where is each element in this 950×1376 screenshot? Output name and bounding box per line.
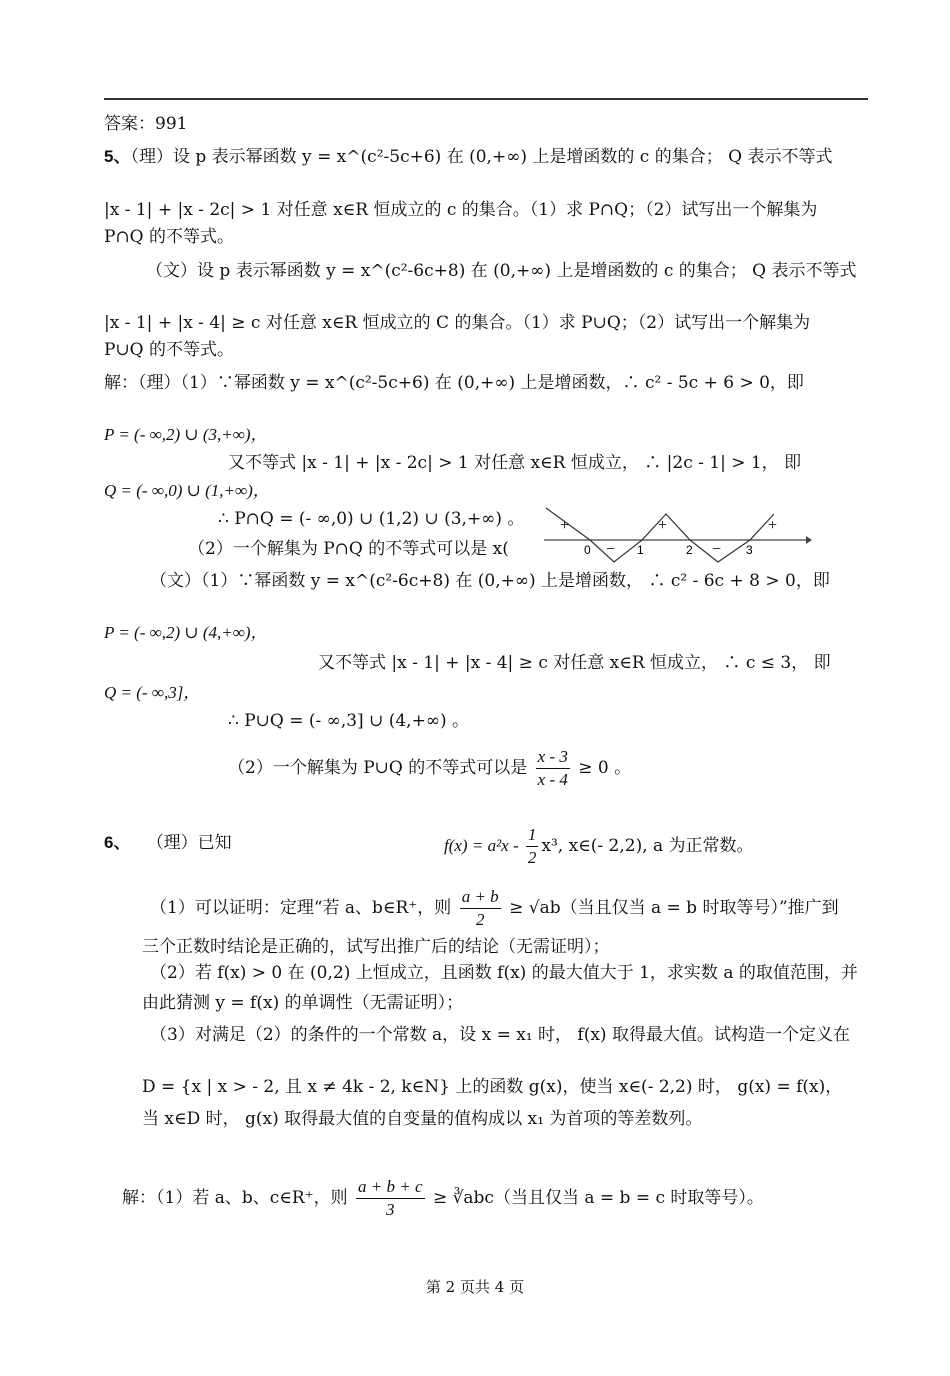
q6-part2-line1: （2）若 f(x) > 0 在 (0,2) 上恒成立，且函数 f(x) 的最大值大于 1，求实数 a 的取值范围，并 bbox=[150, 963, 858, 983]
q5-statement-wen-line2: |x - 1| + |x - 4| ≥ c 对任意 x∈R 恒成立的 C 的集合。（1）求 P∪Q；（2）试写出一个解集为 bbox=[104, 313, 811, 333]
q5-solution-wen-6 bbox=[228, 746, 631, 791]
q6-solution-fraction bbox=[356, 1176, 425, 1221]
q5-statement-li-line1 bbox=[104, 146, 832, 168]
q6-part3-line3: 当 x∈D 时， g(x) 取得最大值的自变量的值构成以 x₁ 为首项的等差数列。 bbox=[142, 1109, 703, 1129]
q5-solution-wen-1: （文）（1）∵幂函数 y = x^(c²-6c+8) 在 (0,+∞) 上是增函数， ∴ c² - 6c + 8 > 0，即 bbox=[150, 571, 830, 591]
q6-head-label: （理）已知 bbox=[146, 833, 232, 853]
q6-part1-text-b: ≥ √ab（当且仅当 a = b 时取等号）”推广到 bbox=[509, 898, 839, 918]
q5-wen-6-tail: ≥ 0 。 bbox=[578, 758, 632, 778]
header-rule bbox=[104, 98, 868, 100]
axis-arrow-icon bbox=[806, 536, 812, 544]
q5-statement-wen-line1: （文）设 p 表示幂函数 y = x^(c²-6c+8) 在 (0,+∞) 上是增函数的 c 的集合； Q 表示不等式 bbox=[146, 261, 857, 281]
q5-solution-li-3: 又不等式 |x - 1| + |x - 2c| > 1 对任意 x∈R 恒成立， ∴ |2c - 1| > 1， 即 bbox=[228, 453, 802, 473]
sign-minus-1: − bbox=[606, 541, 616, 558]
q6-head-left bbox=[104, 832, 232, 854]
q6-half-fraction bbox=[526, 824, 539, 869]
q6-solution-num: a + b + c bbox=[356, 1176, 425, 1199]
q5-fraction-numerator: x - 3 bbox=[536, 746, 570, 769]
q5-solution-wen-5: ∴ P∪Q = (- ∞,3] ∪ (4,+∞) 。 bbox=[228, 711, 470, 731]
q6-formula-part1: f(x) = a²x - bbox=[444, 836, 523, 855]
q6-part1-den: 2 bbox=[475, 910, 485, 929]
sign-chart bbox=[540, 504, 812, 568]
q6-head-formula bbox=[444, 824, 754, 869]
q6-part3-line1: （3）对满足（2）的条件的一个常数 a，设 x = x₁ 时， f(x) 取得最大值。试构造一个定义在 bbox=[150, 1025, 850, 1045]
tick-label-2: 2 bbox=[686, 543, 693, 557]
q5-number: 5、 bbox=[104, 147, 131, 166]
q6-formula-part2: x³, x∈(- 2,2), a 为正常数。 bbox=[541, 836, 754, 856]
tick-label-1: 1 bbox=[637, 543, 644, 557]
q5-solution-wen-2: P = (- ∞,2) ∪ (4,+∞)， bbox=[104, 623, 268, 642]
q5-solution-wen-4: Q = (- ∞,3]， bbox=[104, 683, 201, 702]
page-footer: 第 2 页共 4 页 bbox=[425, 1278, 525, 1296]
q5-statement-wen-line3: P∪Q 的不等式。 bbox=[104, 340, 235, 360]
q6-part3-line2: D = {x | x > - 2, 且 x ≠ 4k - 2, k∈N} 上的函数 g(x)，使当 x∈(- 2,2) 时， g(x) = f(x)， bbox=[142, 1077, 843, 1097]
tick-label-3: 3 bbox=[746, 543, 753, 557]
q5-solution-li-1: 解：（理）（1）∵幂函数 y = x^(c²-5c+6) 在 (0,+∞) 上是增函数，∴ c² - 5c + 6 > 0，即 bbox=[104, 373, 804, 393]
sign-plus-3: + bbox=[768, 517, 778, 534]
q5-solution-li-4: Q = (- ∞,0) ∪ (1,+∞)， bbox=[104, 481, 270, 500]
q6-part1-num: a + b bbox=[460, 886, 501, 909]
q5-statement-li-line3: P∩Q 的不等式。 bbox=[104, 227, 235, 247]
sign-plus-1: + bbox=[560, 517, 570, 534]
q6-solution-den: 3 bbox=[386, 1200, 395, 1219]
q6-part2-line2: 由此猜测 y = f(x) 的单调性（无需证明）； bbox=[142, 993, 464, 1013]
q6-half-num: 1 bbox=[526, 824, 539, 847]
q5-statement-li-line2: |x - 1| + |x - 2c| > 1 对任意 x∈R 恒成立的 c 的集合。（1）求 P∩Q；（2）试写出一个解集为 bbox=[104, 200, 818, 220]
q5-fraction-denominator: x - 4 bbox=[537, 770, 568, 789]
q6-solution-text-b: ≥ ∛abc（当且仅当 a = b = c 时取等号）。 bbox=[432, 1188, 764, 1208]
q5-solution-wen-3: 又不等式 |x - 1| + |x - 4| ≥ c 对任意 x∈R 恒成立， ∴ c ≤ 3， 即 bbox=[318, 653, 831, 673]
sign-minus-2: − bbox=[712, 541, 722, 558]
q6-solution-line bbox=[122, 1176, 764, 1221]
q6-half-den: 2 bbox=[527, 848, 537, 867]
q5-solution-li-5: ∴ P∩Q = (- ∞,0) ∪ (1,2) ∪ (3,+∞) 。 bbox=[218, 509, 525, 529]
q6-part1-line1 bbox=[150, 886, 839, 931]
answer-line: 答案：991 bbox=[104, 114, 188, 134]
q6-part1-text-a: （1）可以证明：定理“若 a、b∈R⁺，则 bbox=[150, 898, 452, 918]
q6-solution-text-a: 解：（1）若 a、b、c∈R⁺，则 bbox=[122, 1188, 348, 1208]
q5-li-text1: （理）设 p 表示幂函数 y = x^(c²-5c+6) 在 (0,+∞) 上是增函数的 c 的集合； Q 表示不等式 bbox=[130, 147, 833, 167]
sign-plus-2: + bbox=[658, 517, 668, 534]
q5-fraction bbox=[536, 746, 570, 791]
q5-solution-li-2: P = (- ∞,2) ∪ (3,+∞)， bbox=[104, 425, 268, 444]
q6-part1-fraction bbox=[460, 886, 501, 931]
q6-number: 6、 bbox=[104, 833, 131, 852]
q5-solution-li-6: （2）一个解集为 P∩Q 的不等式可以是 x( bbox=[188, 539, 509, 559]
q6-part1-line2: 三个正数时结论是正确的，试写出推广后的结论（无需证明）； bbox=[142, 937, 610, 957]
q5-wen-6-text: （2）一个解集为 P∪Q 的不等式可以是 bbox=[228, 758, 528, 778]
tick-label-0: 0 bbox=[584, 543, 591, 557]
